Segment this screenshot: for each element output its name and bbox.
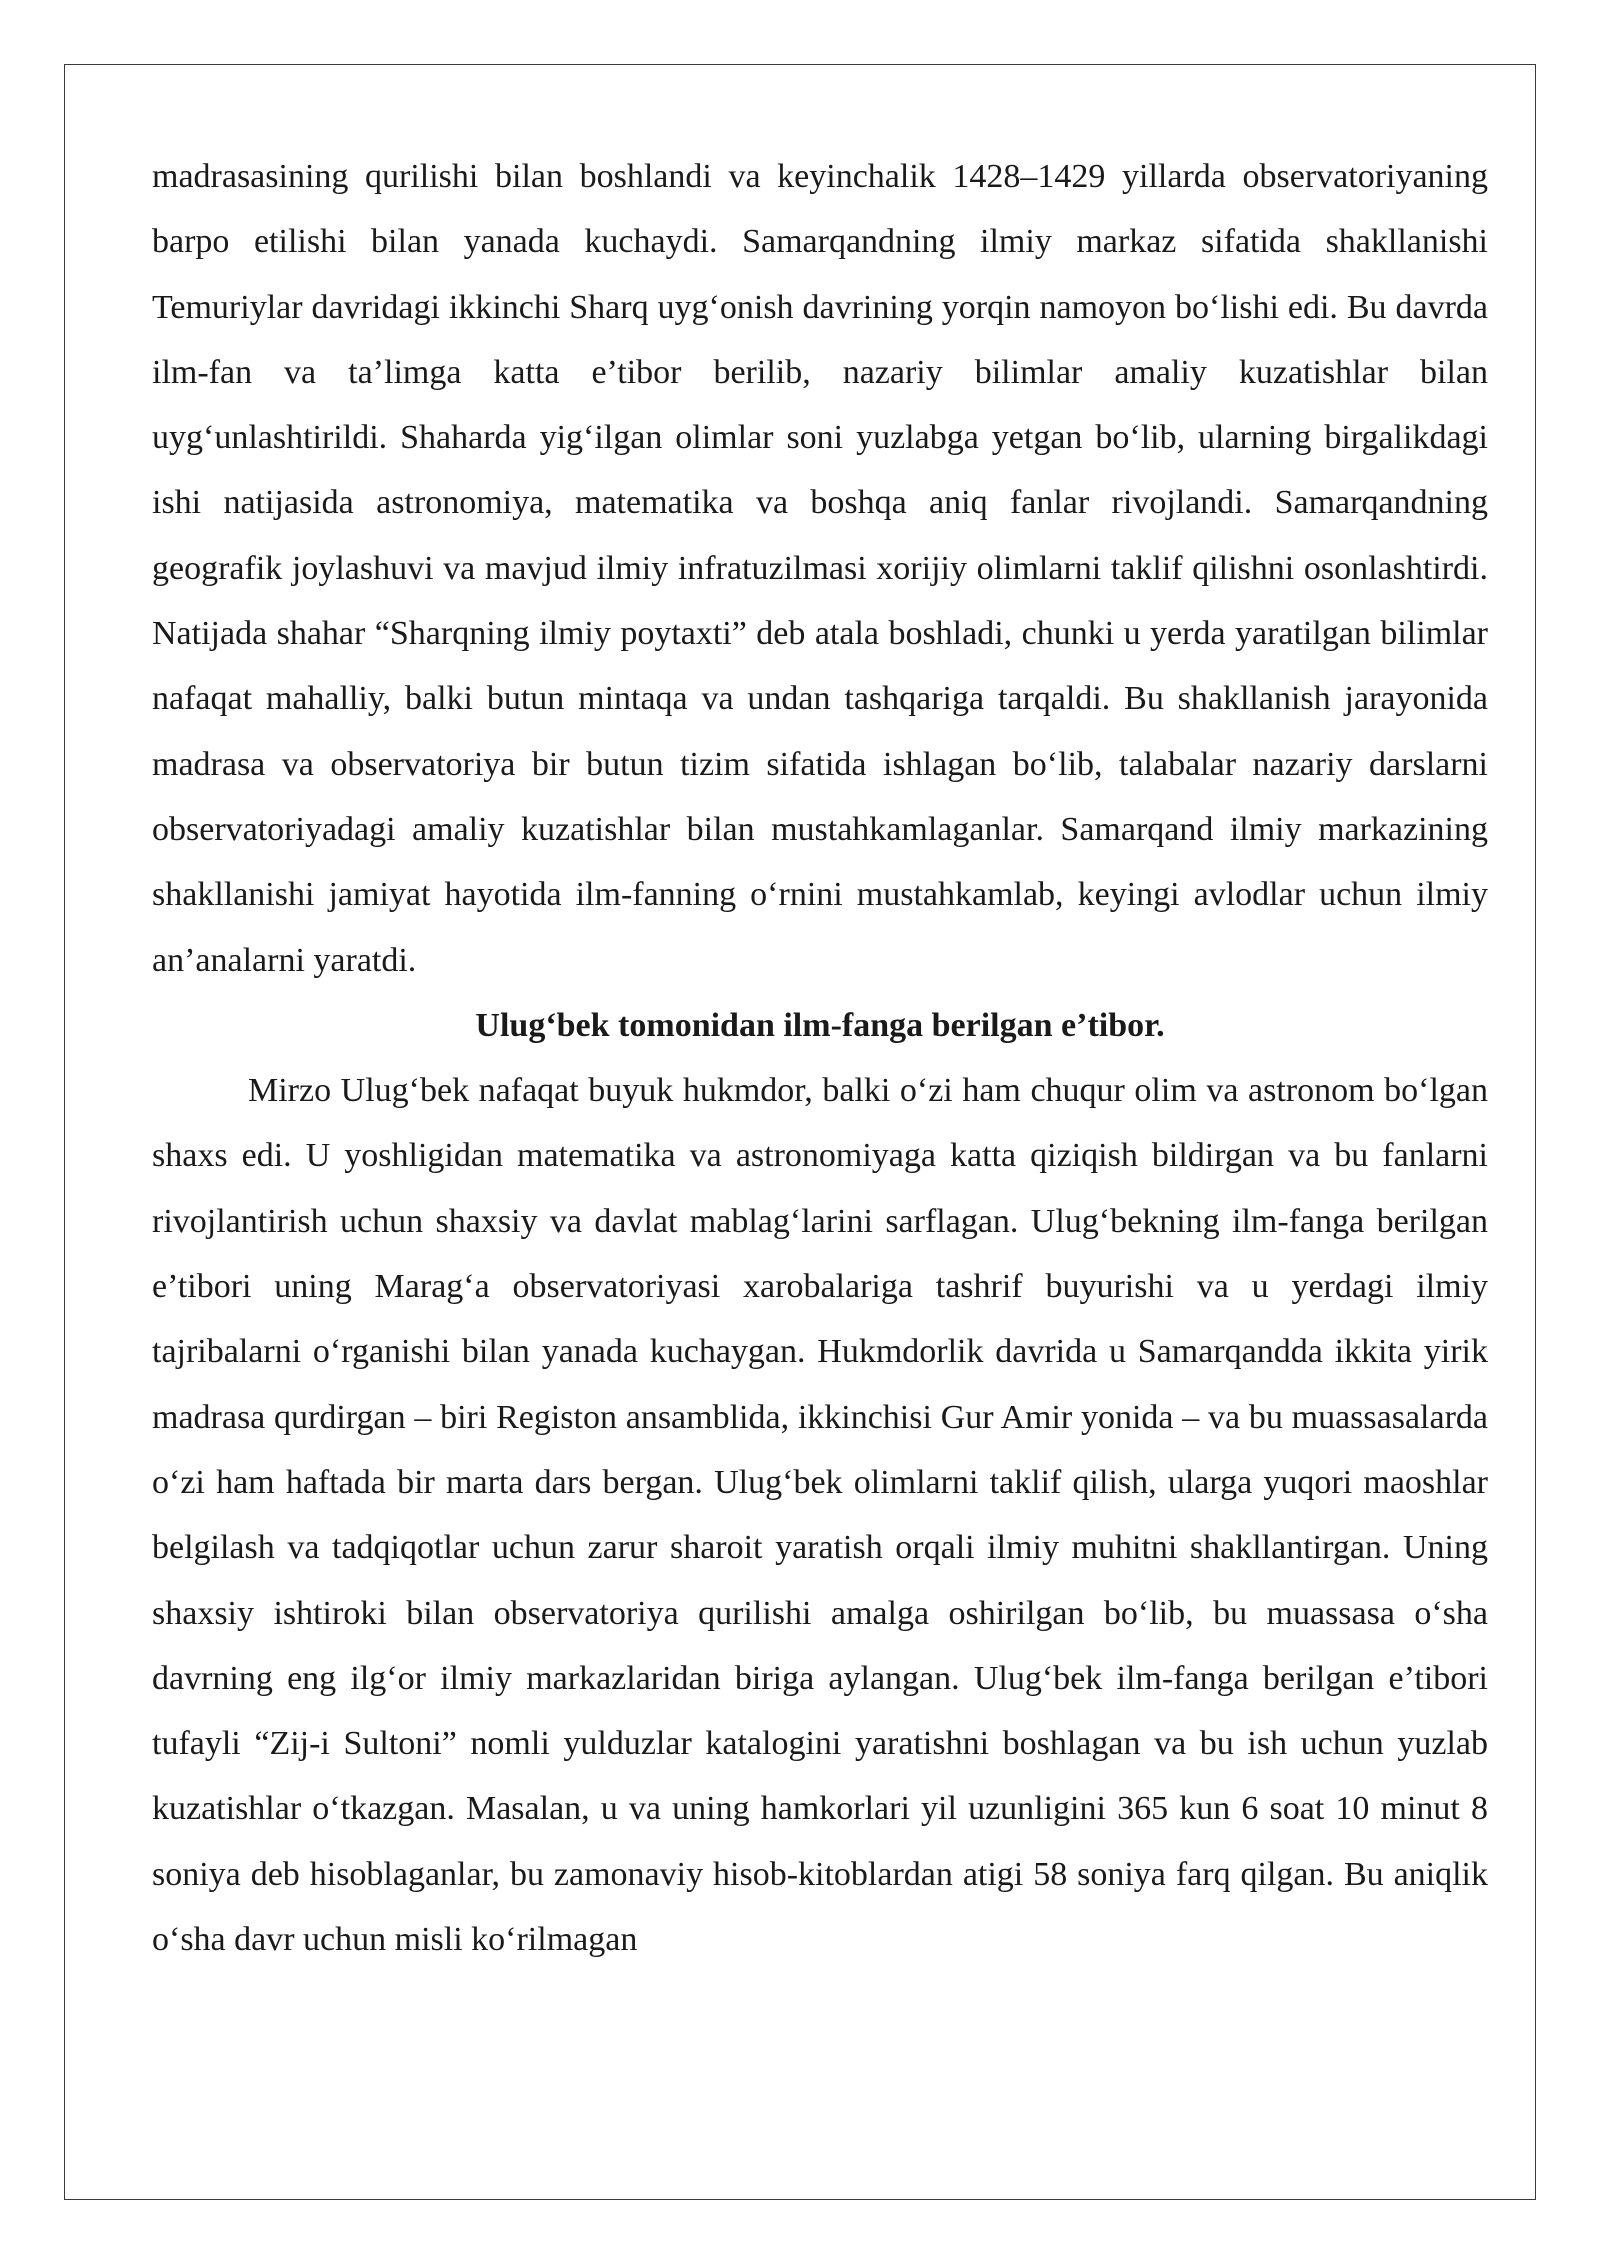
- body-paragraph-1: madrasasining qurilishi bilan boshlandi va keyinchalik 1428–1429 yillarda observatoriyaning barpo etilishi bilan yanada kuchaydi. Samarqandning ilmiy markaz sifatida shakllanishi Temuriylar davridagi ikkinchi Sharq uyg‘onish davrining yorqin namoyon bo‘lishi edi. Bu davrda ilm-fan va ta’limga katta e’tibor berilib, nazariy bilimlar amaliy kuzatishlar bilan uyg‘unlashtirildi. Shaharda yig‘ilgan olimlar soni yuzlabga yetgan bo‘lib, ularning birgalikdagi ishi natijasida astronomiya, matematika va boshqa aniq fanlar rivojlandi. Samarqandning geografik joylashuvi va mavjud ilmiy infratuzilmasi xorijiy olimlarni taklif qilishni osonlashtirdi. Natijada shahar “Sharqning ilmiy poytaxti” deb atala boshladi, chunki u yerda yaratilgan bilimlar nafaqat mahalliy, balki butun mintaqa va undan tashqariga tarqaldi. Bu shakllanish jarayonida madrasa va observatoriya bir butun tizim sifatida ishlagan bo‘lib, talabalar nazariy darslarni observatoriyadagi amaliy kuzatishlar bilan mustahkamlaganlar. Samarqand ilmiy markazining shakllanishi jamiyat hayotida ilm-fanning o‘rnini mustahkamlab, keyingi avlodlar uchun ilmiy an’analarni yaratdi.: [152, 158, 1488, 979]
- section-heading: Ulug‘bek tomonidan ilm-fanga berilgan e’tibor.: [475, 1006, 1165, 1044]
- body-paragraph-2: Mirzo Ulug‘bek nafaqat buyuk hukmdor, balki o‘zi ham chuqur olim va astronom bo‘lgan shaxs edi. U yoshligidan matematika va astronomiyaga katta qiziqish bildirgan va bu fanlarni rivojlantirish uchun shaxsiy va davlat mablag‘larini sarflagan. Ulug‘bekning ilm-fanga berilgan e’tibori uning Marag‘a observatoriyasi xarobalariga tashrif buyurishi va u yerdagi ilmiy tajribalarni o‘rganishi bilan yanada kuchaygan. Hukmdorlik davrida u Samarqandda ikkita yirik madrasa qurdirgan – biri Registon ansamblida, ikkinchisi Gur Amir yonida – va bu muassasalarda o‘zi ham haftada bir marta dars bergan. Ulug‘bek olimlarni taklif qilish, ularga yuqori maoshlar belgilash va tadqiqotlar uchun zarur sharoit yaratish orqali ilmiy muhitni shakllantirgan. Uning shaxsiy ishtiroki bilan observatoriya qurilishi amalga oshirilgan bo‘lib, bu muassasa o‘sha davrning eng ilg‘or ilmiy markazlaridan biriga aylangan. Ulug‘bek ilm-fanga berilgan e’tibori tufayli “Zij-i Sultoni” nomli yulduzlar katalogini yaratishni boshlagan va bu ish uchun yuzlab kuzatishlar o‘tkazgan. Masalan, u va uning hamkorlari yil uzunligini 365 kun 6 soat 10 minut 8 soniya deb hisoblaganlar, bu zamonaviy hisob-kitoblardan atigi 58 soniya farq qilgan. Bu aniqlik o‘sha davr uchun misli ko‘rilmagan: [152, 1072, 1488, 1959]
- document-body: [152, 144, 1488, 1972]
